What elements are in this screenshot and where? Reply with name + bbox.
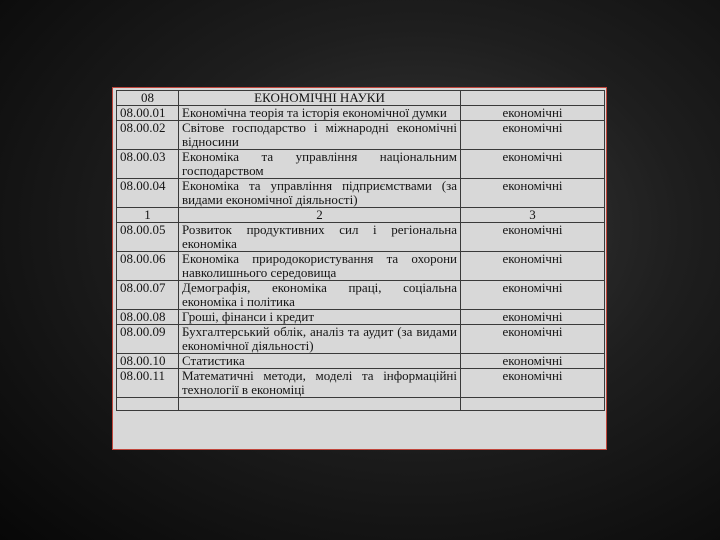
science-branch: економічні: [461, 179, 605, 208]
specialty-name: Статистика: [179, 354, 461, 369]
section-title: ЕКОНОМІЧНІ НАУКИ: [179, 91, 461, 106]
column-number-row: [117, 208, 605, 223]
column-number-2: 2: [179, 208, 461, 223]
specialty-code: 08.00.05: [117, 223, 179, 252]
science-branch: економічні: [461, 310, 605, 325]
specialty-code: 08.00.01: [117, 106, 179, 121]
empty-cell: [117, 398, 179, 411]
specialty-name: Економіка природокористування та охорони навколишнього середовища: [179, 252, 461, 281]
specialty-code: 08.00.10: [117, 354, 179, 369]
table-row: [117, 252, 605, 281]
specialty-name: Розвиток продуктивних сил і регіональна економіка: [179, 223, 461, 252]
specialty-name: Демографія, економіка праці, соціальна економіка і політика: [179, 281, 461, 310]
table-row: [117, 223, 605, 252]
table-row: [117, 106, 605, 121]
specialty-name: Світове господарство і міжнародні економічні відносини: [179, 121, 461, 150]
table-row: [117, 121, 605, 150]
specialty-code: 08.00.09: [117, 325, 179, 354]
section-kind: [461, 91, 605, 106]
specialty-name: Економіка та управління національним господарством: [179, 150, 461, 179]
specialty-name: Економічна теорія та історія економічної думки: [179, 106, 461, 121]
science-branch: економічні: [461, 106, 605, 121]
specialty-code: 08.00.03: [117, 150, 179, 179]
specialty-code: 08.00.04: [117, 179, 179, 208]
document-sheet: [116, 90, 604, 444]
specialty-name: Гроші, фінанси і кредит: [179, 310, 461, 325]
specialty-code: 08.00.02: [117, 121, 179, 150]
specialty-name: Економіка та управління підприємствами (за видами економічної діяльності): [179, 179, 461, 208]
table-row: [117, 369, 605, 398]
specialty-code: 08.00.06: [117, 252, 179, 281]
specialty-name: Математичні методи, моделі та інформаційні технології в економіці: [179, 369, 461, 398]
science-branch: економічні: [461, 369, 605, 398]
table-row: [117, 150, 605, 179]
science-branch: економічні: [461, 150, 605, 179]
specialty-code: 08.00.07: [117, 281, 179, 310]
empty-cell: [179, 398, 461, 411]
specialty-code: 08.00.11: [117, 369, 179, 398]
science-branch: економічні: [461, 281, 605, 310]
table-header-row: [117, 91, 605, 106]
empty-row: [117, 398, 605, 411]
table-row: [117, 310, 605, 325]
specialty-table: [116, 90, 605, 411]
specialty-name: Бухгалтерський облік, аналіз та аудит (за видами економічної діяльності): [179, 325, 461, 354]
document-frame: [112, 87, 607, 450]
science-branch: економічні: [461, 325, 605, 354]
table-row: [117, 354, 605, 369]
section-code: 08: [117, 91, 179, 106]
table-row: [117, 325, 605, 354]
column-number-3: 3: [461, 208, 605, 223]
specialty-code: 08.00.08: [117, 310, 179, 325]
empty-cell: [461, 398, 605, 411]
table-row: [117, 281, 605, 310]
science-branch: економічні: [461, 354, 605, 369]
table-row: [117, 179, 605, 208]
science-branch: економічні: [461, 121, 605, 150]
science-branch: економічні: [461, 223, 605, 252]
science-branch: економічні: [461, 252, 605, 281]
column-number-1: 1: [117, 208, 179, 223]
